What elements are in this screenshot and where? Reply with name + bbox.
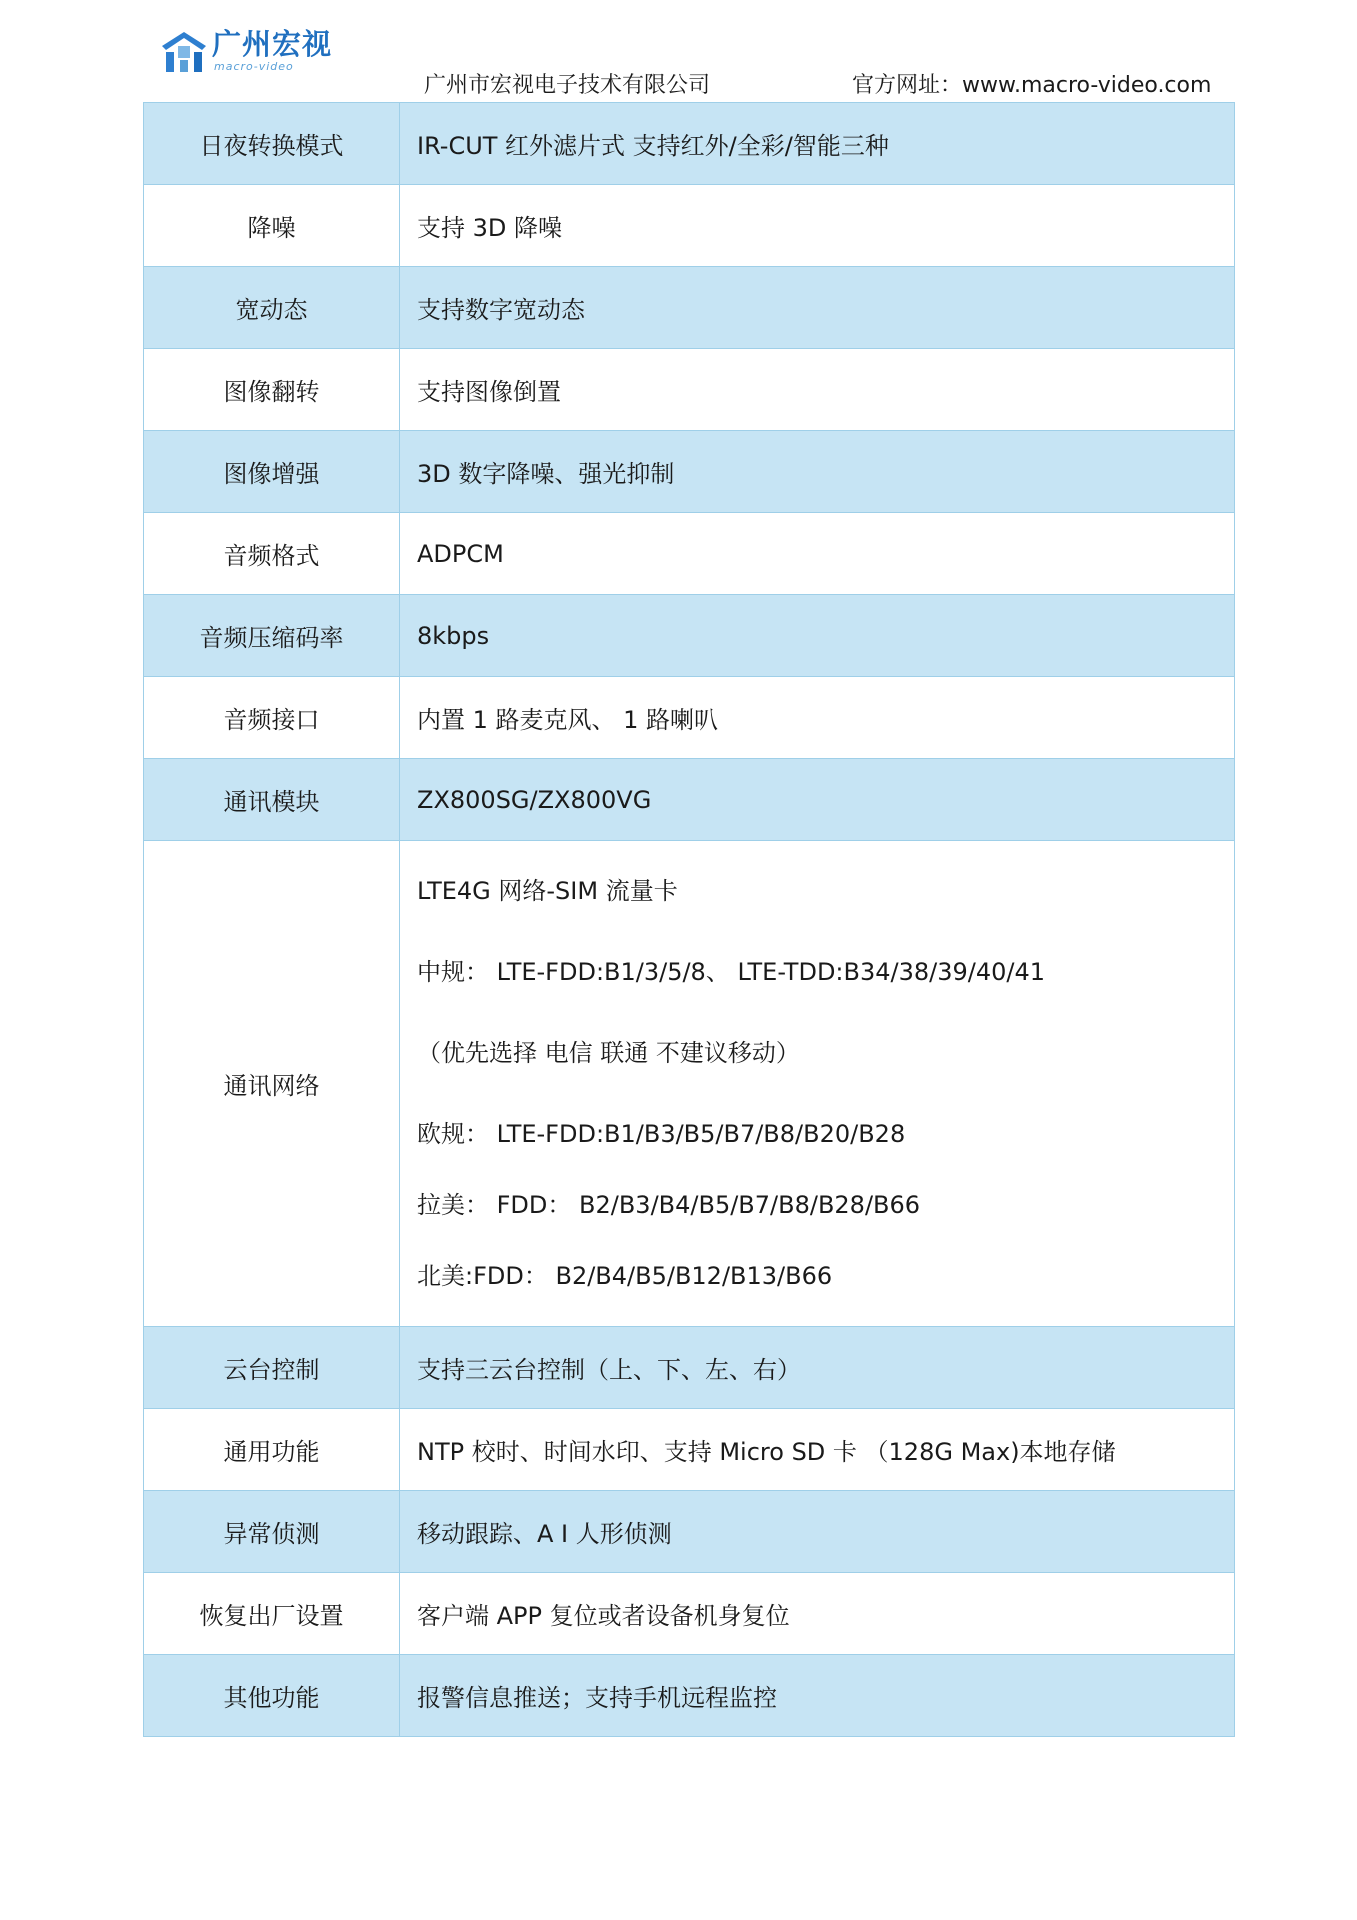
spec-value: 支持数字宽动态 — [400, 267, 1235, 349]
spec-value: 3D 数字降噪、强光抑制 — [400, 431, 1235, 513]
logo-icon — [158, 24, 212, 78]
table-row — [144, 677, 1235, 759]
table-row — [144, 759, 1235, 841]
spec-value: 支持 3D 降噪 — [400, 185, 1235, 267]
spec-value: NTP 校时、时间水印、支持 Micro SD 卡 （128G Max)本地存储 — [400, 1409, 1235, 1491]
spec-key: 图像增强 — [144, 431, 400, 513]
table-row — [144, 103, 1235, 185]
network-line: （优先选择 电信 联通 不建议移动） — [417, 1038, 800, 1067]
spec-key: 通用功能 — [144, 1409, 400, 1491]
network-line: 北美:FDD： B2/B4/B5/B12/B13/B66 — [417, 1261, 833, 1290]
spec-value-multiline — [400, 841, 1235, 1327]
table-row — [144, 267, 1235, 349]
spec-table — [143, 102, 1235, 1737]
spec-value: 报警信息推送；支持手机远程监控 — [400, 1655, 1235, 1737]
network-line: 欧规： LTE-FDD:B1/B3/B5/B7/B8/B20/B28 — [417, 1119, 906, 1148]
spec-key: 其他功能 — [144, 1655, 400, 1737]
table-row — [144, 1573, 1235, 1655]
network-line: LTE4G 网络-SIM 流量卡 — [417, 876, 678, 905]
spec-value: IR-CUT 红外滤片式 支持红外/全彩/智能三种 — [400, 103, 1235, 185]
spec-key: 图像翻转 — [144, 349, 400, 431]
spec-key: 宽动态 — [144, 267, 400, 349]
spec-key: 恢复出厂设置 — [144, 1573, 400, 1655]
table-row — [144, 1491, 1235, 1573]
spec-key: 音频压缩码率 — [144, 595, 400, 677]
spec-value: 支持三云台控制（上、下、左、右） — [400, 1327, 1235, 1409]
spec-key: 音频接口 — [144, 677, 400, 759]
spec-value: ZX800SG/ZX800VG — [400, 759, 1235, 841]
spec-key: 降噪 — [144, 185, 400, 267]
network-line: 中规： LTE-FDD:B1/3/5/8、 LTE-TDD:B34/38/39/40/41 — [417, 957, 1046, 986]
spec-value: 移动跟踪、A I 人形侦测 — [400, 1491, 1235, 1573]
table-row — [144, 431, 1235, 513]
spec-value: 支持图像倒置 — [400, 349, 1235, 431]
table-row — [144, 595, 1235, 677]
spec-key: 日夜转换模式 — [144, 103, 400, 185]
table-row — [144, 1655, 1235, 1737]
spec-key: 异常侦测 — [144, 1491, 400, 1573]
table-row — [144, 185, 1235, 267]
spec-value: 客户端 APP 复位或者设备机身复位 — [400, 1573, 1235, 1655]
spec-key: 通讯模块 — [144, 759, 400, 841]
table-row — [144, 841, 1235, 1327]
spec-value: 内置 1 路麦克风、 1 路喇叭 — [400, 677, 1235, 759]
spec-value: 8kbps — [400, 595, 1235, 677]
logo-title: 广州宏视 — [212, 27, 333, 61]
spec-key: 通讯网络 — [144, 841, 400, 1327]
table-row — [144, 1327, 1235, 1409]
table-row — [144, 349, 1235, 431]
logo-subtitle: macro-video — [214, 60, 294, 73]
company-logo — [158, 24, 333, 80]
spec-key: 音频格式 — [144, 513, 400, 595]
spec-value: ADPCM — [400, 513, 1235, 595]
table-row — [144, 513, 1235, 595]
website-text: 官方网址：www.macro-video.com — [852, 73, 1212, 98]
company-name: 广州市宏视电子技术有限公司 — [424, 73, 711, 98]
spec-key: 云台控制 — [144, 1327, 400, 1409]
table-row — [144, 1409, 1235, 1491]
network-line: 拉美： FDD： B2/B3/B4/B5/B7/B8/B28/B66 — [417, 1190, 921, 1219]
